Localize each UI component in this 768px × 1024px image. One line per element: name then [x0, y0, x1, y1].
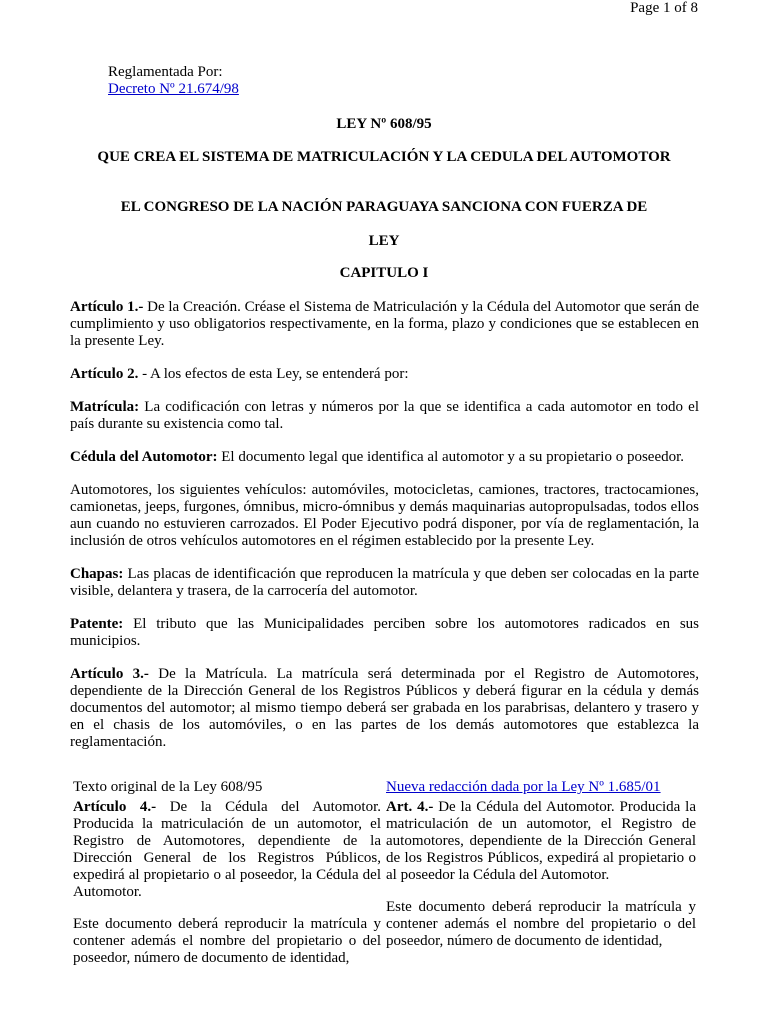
articles-body: [70, 299, 699, 751]
matricula-label: Matrícula:: [70, 399, 140, 415]
left-article-4: [73, 799, 381, 901]
cedula-label: Cédula del Automotor:: [70, 449, 218, 465]
law-subtitle: QUE CREA EL SISTEMA DE MATRICULACIÓN Y LA CEDULA DEL AUTOMOTOR: [97, 149, 671, 165]
left-article-4-label: Artículo 4.-: [73, 799, 157, 815]
matricula-text: La codificación con letras y números por la que se identifica a cada automotor en todo el país durante su existencia como tal.: [70, 399, 699, 432]
table-left-header: Texto original de la Ley 608/95: [73, 779, 263, 795]
left-article-4-paragraph-2: Este documento deberá reproducir la matrícula y contener además el nombre del propietario o del poseedor, número de documento de identidad,: [73, 916, 381, 966]
nueva-redaccion-link[interactable]: Nueva redacción dada por la Ley Nº 1.685/01: [386, 779, 661, 795]
table-right-header: [386, 779, 696, 796]
patente-text: El tributo que las Municipalidades perciben sobre los automotores radicados en sus municipios.: [70, 616, 699, 649]
law-title: LEY Nº 608/95: [336, 116, 432, 132]
definition-matricula: [70, 399, 699, 433]
definition-automotores: Automotores, los siguientes vehículos: automóviles, motocicletas, camiones, tractores, tractocamiones, camionetas, jeeps, furgones, ómnibus, micro-ómnibus y demás maquinarias autopropulsadas, todos ellos aun cuando no estuvieren carrozados. El Poder Ejecutivo podrá disponer, por vía de reglamentación, la inclusión de otros vehículos automotores en el régimen establecido por la presente Ley.: [70, 482, 699, 549]
patente-label: Patente:: [70, 616, 124, 632]
left-article-4-text: De la Cédula del Automotor. Producida la matriculación de un automotor, el Registro de Automotores, dependiente de la Dirección General de los Registros Públicos, expedirá al propietario o al poseedor, la Cédula del Automotor.: [73, 799, 381, 900]
definition-cedula: [70, 449, 699, 466]
definition-patente: [70, 616, 699, 650]
article-3-text: De la Matrícula. La matrícula será determinada por el Registro de Automotores, dependiente de la Dirección General de los Registros Públicos y deberá figurar en la cédula y demás documentos del automotor; al mismo tiempo deberá ser grabada en los parabrisas, delantero y trasero y en el chasis de los automóviles, o en las partes de los demás automotores que establezca la reglamentación.: [70, 666, 699, 750]
right-article-4: [386, 799, 696, 884]
cedula-text: El documento legal que identifica al automotor y a su propietario o poseedor.: [217, 449, 685, 465]
article-1: [70, 299, 699, 350]
ley-word: LEY: [368, 233, 400, 249]
chapas-text: Las placas de identificación que reproducen la matrícula y que deben ser colocadas en la parte visible, delantera y trasera, de la carrocería del automotor.: [70, 566, 699, 599]
reglamentada-label: Reglamentada Por:: [108, 64, 223, 80]
chapter-title: CAPITULO I: [339, 265, 429, 281]
table-right-column: [386, 799, 696, 965]
right-article-4-paragraph-2: Este documento deberá reproducir la matrícula y contener además el nombre del propietario o del poseedor, número de documento de identidad,: [386, 899, 696, 949]
article-2: [70, 366, 699, 383]
article-3: [70, 666, 699, 751]
article-2-label: Artículo 2.: [70, 366, 139, 382]
definition-chapas: [70, 566, 699, 600]
chapas-label: Chapas:: [70, 566, 124, 582]
article-3-label: Artículo 3.-: [70, 666, 149, 682]
congress-line: EL CONGRESO DE LA NACIÓN PARAGUAYA SANCIONA CON FUERZA DE: [120, 199, 648, 215]
table-left-column: [73, 799, 381, 982]
article-1-label: Artículo 1.-: [70, 299, 144, 315]
right-article-4-label: Art. 4.-: [386, 799, 434, 815]
page-number: Page 1 of 8: [630, 0, 698, 16]
regulation-header: [108, 64, 239, 98]
right-article-4-text: De la Cédula del Automotor. Producida la matriculación de un automotor, el Registro de automotores, dependiente de la Dirección General de los Registros Públicos, expedirá al propietario o al poseedor la Cédula del Automotor.: [386, 799, 697, 883]
decreto-link[interactable]: Decreto Nº 21.674/98: [108, 81, 239, 97]
article-2-text: - A los efectos de esta Ley, se entenderá por:: [138, 366, 409, 382]
article-1-text: De la Creación. Créase el Sistema de Matriculación y la Cédula del Automotor que serán de cumplimiento y uso obligatorios respectivamente, en la forma, plazo y condiciones que se establecen en la presente Ley.: [70, 299, 699, 349]
